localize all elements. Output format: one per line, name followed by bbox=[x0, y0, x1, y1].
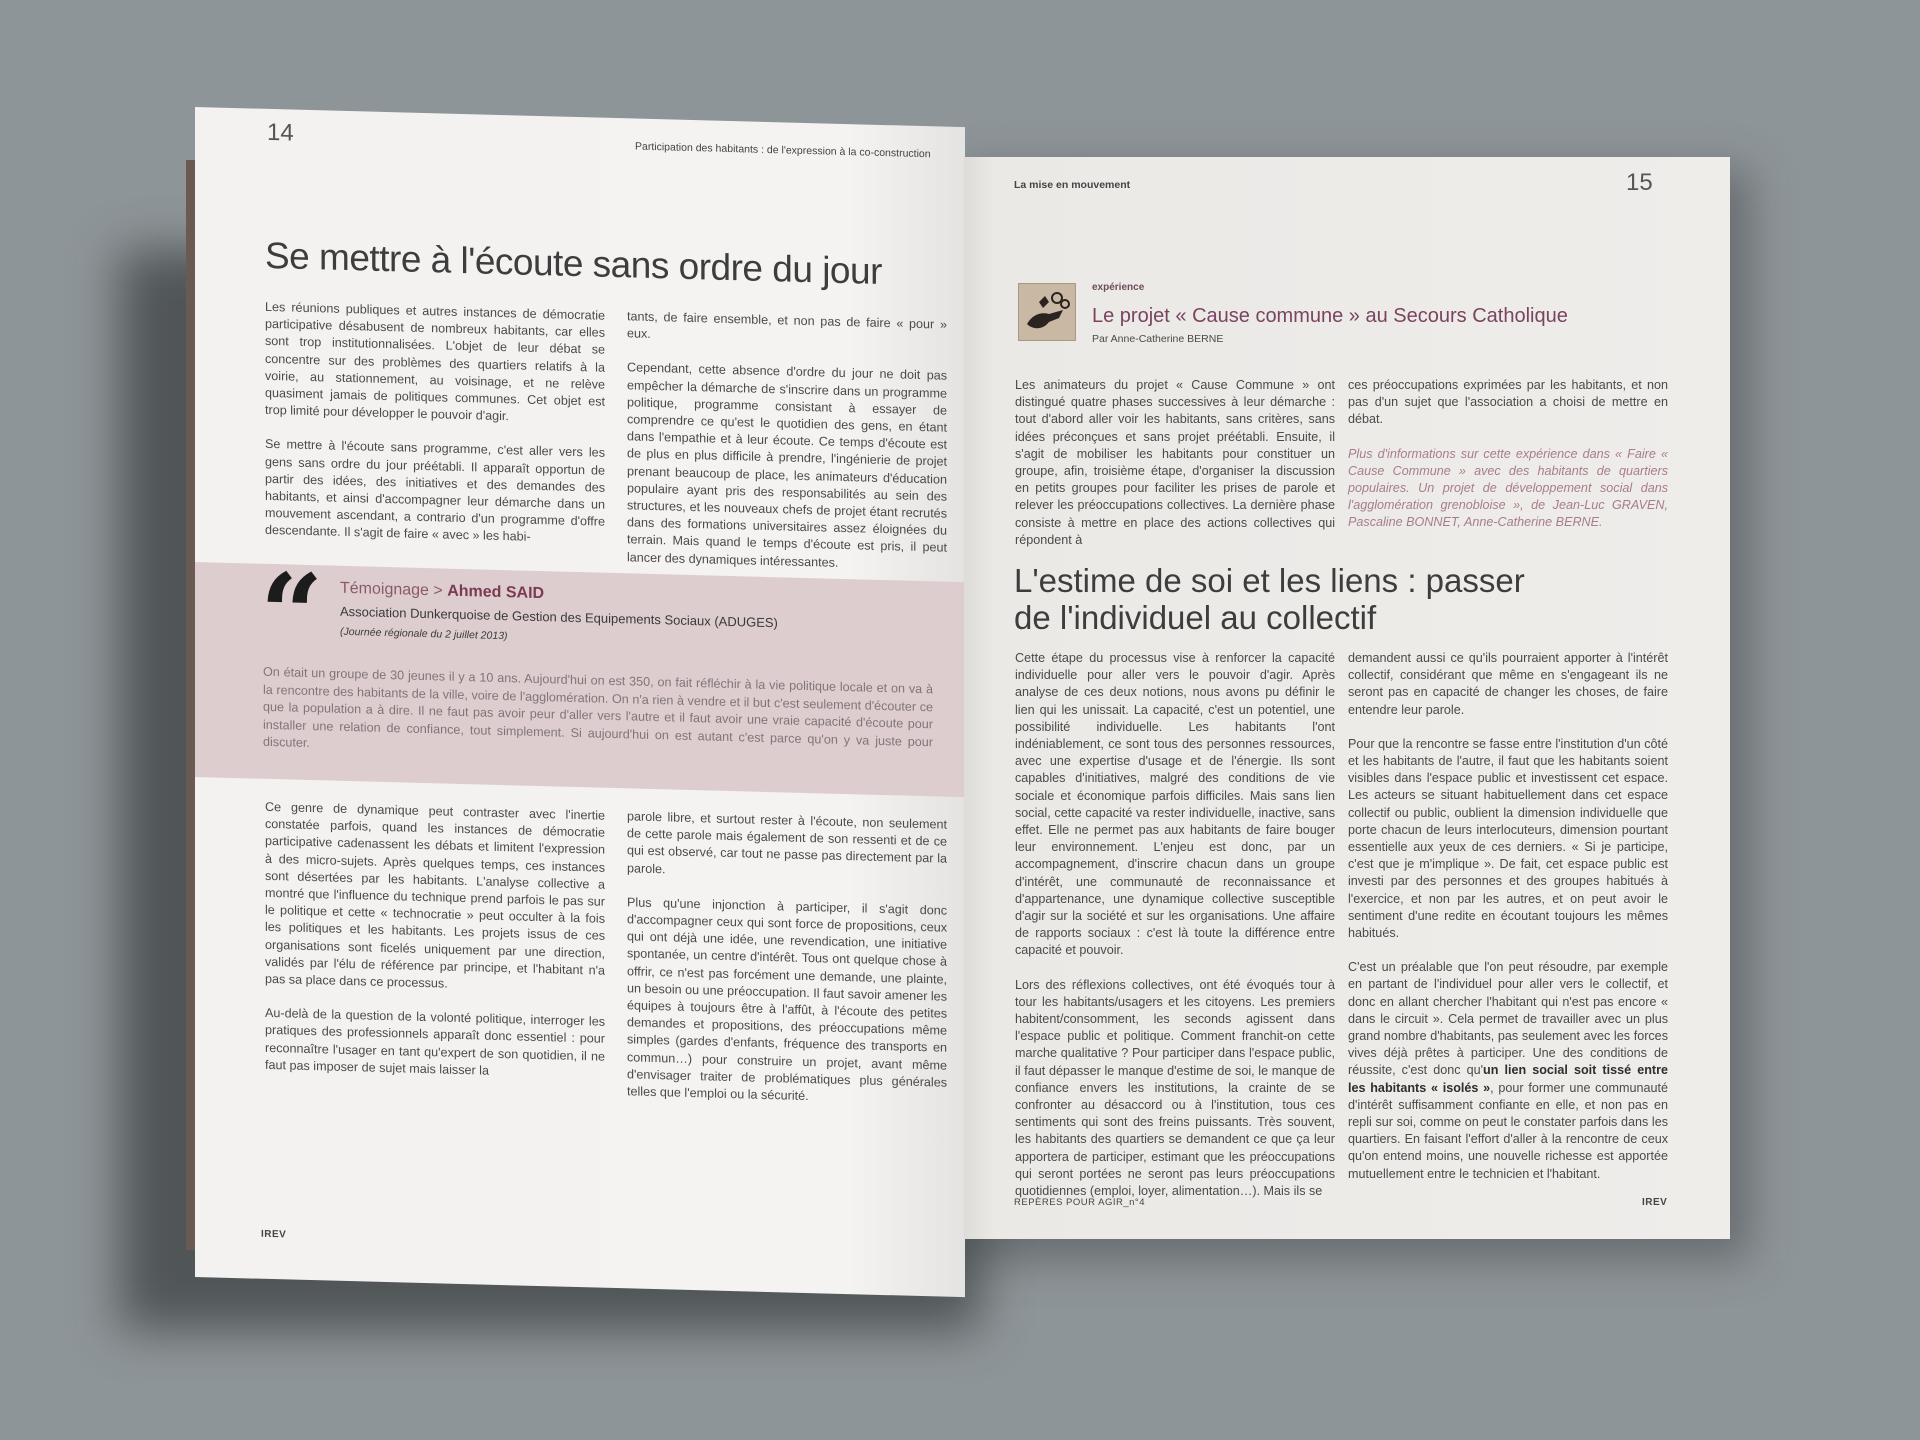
page-number: 15 bbox=[1626, 169, 1653, 196]
paragraph: demandent aussi ce qu'ils pourraient apporter à l'intérêt collectif, considérant que même en s'engageant ils ne seront pas en capacité de changer les choses, de faire entendre leur parole. bbox=[1348, 651, 1668, 717]
testimony-date: (Journée régionale du 2 juillet 2013) bbox=[340, 625, 508, 643]
paragraph: Lors des réflexions collectives, ont été évoqués tour à tour les habitants/usagers et les citoyens. Les premiers habitent/consomment, les seconds agissent dans l'espace public et politique. Comment franchit-on cette marche qualitative ? Pour participer dans l'espace public, il faut dépasser le manque d'estime de soi, le manque de confiance envers les institutions, la crainte de se confronter au désaccord ou à l'institution, tous ces sentiments qui sont des freins puissants. Très souvent, les habitants des quartiers se demandent ce que ça leur apportera de participer, estimant que les préoccupations qui seront portées ne seront pas leurs préoccupations quotidiennes (emploi, loyer, alimentation…). Mais ils se bbox=[1015, 977, 1335, 1199]
text-run: , pour former une communauté d'intérêt suffisamment confiante en elle, et non pas en repli sur soi, comme on peut le constater parfois dans les quartiers. En faisant l'effort d'aller à la rencontre de ceux qu'on entend moins, une nouvelle richesse est apportée mutuellement entre le technicien et l'habitant. bbox=[1348, 1080, 1668, 1181]
experience-label: expérience bbox=[1092, 282, 1145, 293]
testimony-name: Ahmed SAID bbox=[447, 582, 545, 603]
running-head: La mise en mouvement bbox=[1014, 179, 1131, 191]
testimony-heading bbox=[340, 580, 544, 603]
column-3 bbox=[265, 799, 605, 1100]
paragraph: Cependant, cette absence d'ordre du jour ne doit pas empêcher la démarche de s'inscrire dans un programme politique, programme consistant à essayer de comprendre ce qu'est le quotidien des gens, en étant dans l'empathie et à leur écoute. Ce temps d'écoute est de plus en plus difficile à prendre, l'ingénierie de projet prenant beaucoup de place, les animateurs d'éducation populaire ayant pris des responsabilités au sein des structures, et les nouveaux chefs de projet étant recrutés dans des formations universitaires assez éloignées du terrain. Mais quand le temps d'écoute est pris, il peut lancer des dynamiques intéressantes. bbox=[627, 360, 947, 570]
column-1 bbox=[265, 299, 605, 566]
experience-title: Le projet « Cause commune » au Secours Catholique bbox=[1092, 305, 1568, 327]
column-3 bbox=[1015, 650, 1335, 1217]
left-page bbox=[195, 107, 965, 1297]
column-1 bbox=[1015, 377, 1335, 566]
paragraph: Plus qu'une injonction à participer, il s'agit donc d'accompagner ceux qui sont force de propositions, ceux qui ont déjà une idée, une revendication, une initiative spontanée, un centre d'intérêt. Tous ont quelque chose à offrir, ce n'est pas forcément une demande, une plainte, un besoin ou une préoccupation. Il faut savoir amener les équipes à toujours être à l'affût, à l'écoute des petites demandes et propositions, des préoccupations même simples (gardes d'enfants, fréquence des transports en commun…) pour construire un projet, avant même d'envisager traiter de problématiques plus générales telles que l'emploi ou la sécurité. bbox=[627, 895, 947, 1104]
paragraph: Se mettre à l'écoute sans programme, c'est aller vers les gens sans ordre du jour préétabli. Il apparaît opportun de partir des idées, des initiatives et des demandes des habitants, et ainsi d'accompagner leur démarche dans un mouvement ascendant, a contrario d'un programme d'offre descendante. Il s'agit de faire « avec » les habi- bbox=[265, 437, 605, 545]
experience-illustration-icon bbox=[1018, 283, 1076, 341]
paragraph: tants, de faire ensemble, et non pas de faire « pour » eux. bbox=[627, 309, 947, 342]
column-4 bbox=[1348, 650, 1668, 1200]
column-2 bbox=[627, 308, 947, 591]
section-title-line: L'estime de soi et les liens : passer bbox=[1014, 562, 1525, 599]
section-title bbox=[1014, 562, 1525, 636]
text-run: C'est un préalable que l'on peut résoudre, par exemple en partant de l'individuel pour aller vers le collectif, et donc en allant chercher l'habitant qui n'est pas encore « dans le circuit ». Cela permet de travailler avec un plus grand nombre d'habitants, pas seulement avec les forces vives déjà prêtes à participer. Une des conditions de réussite, c'est donc qu' bbox=[1348, 960, 1668, 1078]
column-4 bbox=[627, 808, 947, 1126]
reference-note: Plus d'informations sur cette expérience dans « Faire « Cause Commune » avec des habitants de quartiers populaires. Un projet de développement social dans l'agglomération grenobloise », de Jean-Luc GRAVEN, Pascaline BONNET, Anne-Catherine BERNE. bbox=[1348, 446, 1668, 530]
testimony-label: Témoignage > bbox=[340, 579, 443, 600]
experience-author: Par Anne-Catherine BERNE bbox=[1092, 333, 1224, 345]
paragraph: parole libre, et surtout rester à l'écoute, non seulement de cette parole mais également de son ressenti et de ce qui est observé, car tout ne passe pas directement par la parole. bbox=[627, 809, 947, 876]
page-title: Se mettre à l'écoute sans ordre du jour bbox=[265, 234, 882, 292]
testimony-box bbox=[195, 548, 965, 797]
paragraph bbox=[1348, 959, 1668, 1183]
testimony-text: On était un groupe de 30 jeunes il y a 10 ans. Aujourd'hui on est 350, on fait réfléchir à la vie politique locale et on va à la rencontre des habitants de la ville, voire de l'agglomération. On n'a rien à vendre et il but c'est seulement d'écouter ce que la population a à dire. Il ne faut pas avoir peur d'aller vers l'autre et il faut avoir une vraie capacité d'écoute pour installer une relation de confiance, tout simplement. Si aujourd'hui on est autant c'est parce qu'on y va juste pour discuter. bbox=[263, 664, 933, 751]
page-number: 14 bbox=[267, 118, 294, 147]
paragraph: Pour que la rencontre se fasse entre l'institution d'un côté et les habitants de l'autre, il faut que les habitants soient visibles dans l'espace public et investissent cet espace. Les acteurs se situant habituellement dans cet espace collectif ou public, oublient la dimension individuelle que porte chacun de leurs interlocuteurs, dimension pourtant essentielle aux yeux de ces derniers. « Si je participe, c'est que je m'implique ». De fait, cet espace public est investi par des personnes et des groupes habitués à l'exercice, et non par les autres, et on peut avoir le sentiment d'une redite en écoutant toujours les mêmes habitués. bbox=[1348, 736, 1668, 941]
paragraph: Les réunions publiques et autres instances de démocratie participative désabusent de nombreux habitants, car elles sont trop institutionnalisées. L'objet de leur débat se concentre sur des problèmes des quartiers relatifs à la voirie, au stationnement, au voisinage, et ne relève quasiment jamais de politiques communes. Cet objet est trop limité pour développer le pouvoir d'agir. bbox=[265, 299, 605, 424]
paragraph: Ce genre de dynamique peut contraster avec l'inertie constatée parfois, quand les instances de démocratie participative cadenassent les débats et limitent l'expression à des micro-sujets. Après quelques temps, ces instances sont désertées par les habitants. L'analyse collective a montré que l'influence du technique prend parfois le pas sur le politique et cette « technocratie » peut occulter à la fois les politiques et les habitants. Les projets issus de ces organisations sont ficelés uniquement par une direction, validés par l'élu de référence par principe, et l'habitant n'a pas sa place dans ce processus. bbox=[265, 799, 605, 991]
paragraph: Les animateurs du projet « Cause Commune » ont distingué quatre phases successives à leur démarche : tout d'abord aller voir les habitants, sans critères, sans idées préconçues et sans projet préétabli. Ensuite, il s'agit de mobiliser les habitants pour constituer un groupe, afin, troisième étape, d'organiser la discussion en petits groupes pour faciliter les prises de parole et relever les préoccupations collectives. La dernière phase consiste à mettre en place des actions collectives qui répondent à bbox=[1015, 378, 1335, 547]
running-head: Participation des habitants : de l'expression à la co-construction bbox=[635, 140, 931, 161]
footer-brand: IREV bbox=[1642, 1197, 1668, 1208]
bold-text-run: un lien social soit tissé entre les habitants « isolés » bbox=[1348, 1063, 1668, 1095]
testimony-org: Association Dunkerquoise de Gestion des Equipements Sociaux (ADUGES) bbox=[340, 603, 778, 631]
paragraph: Cette étape du processus vise à renforcer la capacité individuelle pour aller vers le pouvoir d'agir. Après analyse de ces deux notions, nous avons pu définir le lien qui les unissait. La capacité, c'est un potentiel, une possibilité individuelle. Les habitants l'ont indéniablement, ce sont tous des personnes ressources, avec une expertise d'usage et de l'énergie. Ils sont capables d'initiatives, malgré des conditions de vie sociale et économique parfois difficiles. Mais sans lien social, cette capacité va rester individuelle, inactive, sans effet. Elle ne permet pas aux habitants de faire bouger leur environnement. L'enjeu est donc, par un accompagnement, d'inscrire chacun dans un groupe d'intérêt, une communauté de reconnaissance et d'appartenance, une dynamique collective susceptible d'agir sur la société et sur les organisations. Une affaire de rapports sociaux : c'est là toute la différence entre capacité et pouvoir. bbox=[1015, 651, 1335, 958]
paragraph: ces préoccupations exprimées par les habitants, et non pas d'un sujet que l'association a choisi de mettre en débat. bbox=[1348, 378, 1668, 427]
column-2 bbox=[1348, 377, 1668, 549]
paragraph: Au-delà de la question de la volonté politique, interroger les pratiques des professionnels apparaît donc essentiel : pour reconnaître l'usager en tant qu'expert de son quotidien, il ne faut pas imposer de sujet mais laisser la bbox=[265, 1006, 605, 1078]
right-page bbox=[964, 157, 1730, 1239]
footer-publication: REPÈRES POUR AGIR_n°4 bbox=[1014, 1197, 1145, 1208]
section-title-line: de l'individuel au collectif bbox=[1014, 599, 1377, 636]
footer-brand: IREV bbox=[261, 1228, 287, 1241]
quote-mark-icon: “ bbox=[260, 548, 324, 680]
